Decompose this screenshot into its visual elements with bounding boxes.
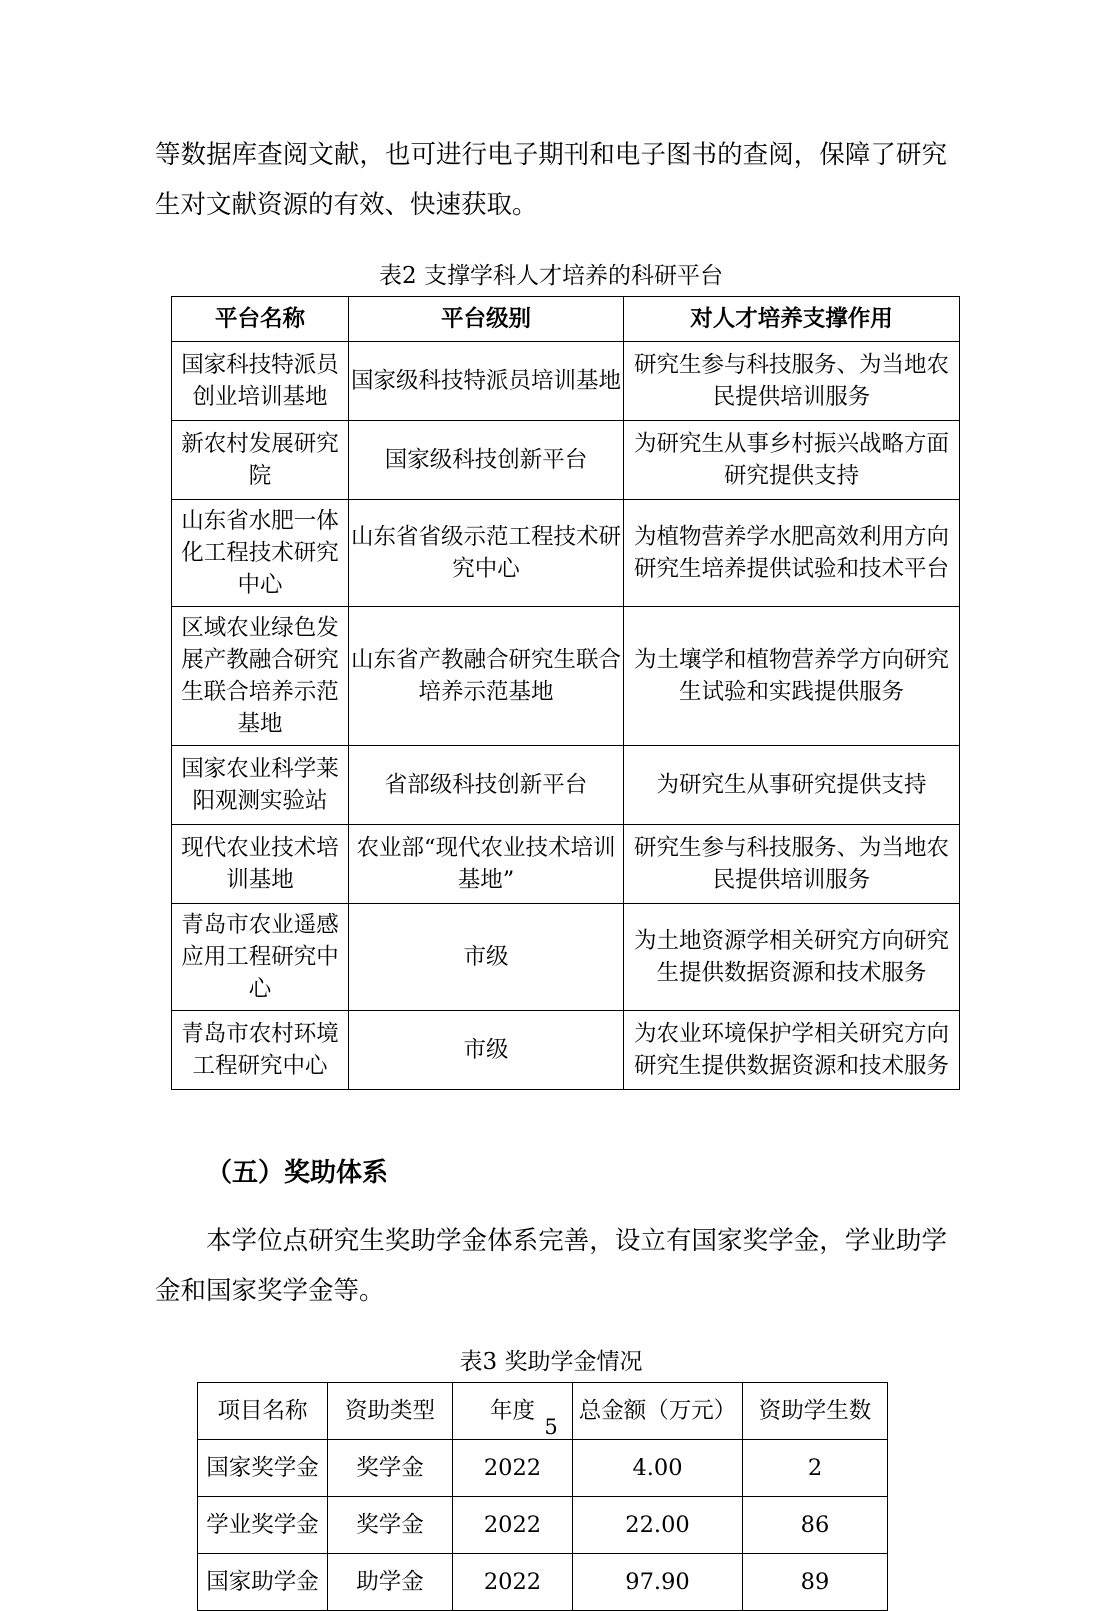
table2-cell: 山东省水肥一体化工程技术研究中心 bbox=[172, 500, 349, 607]
table2-cell: 国家农业科学莱阳观测实验站 bbox=[172, 746, 349, 825]
research-platform-table bbox=[171, 296, 960, 1090]
table3-cell: 2 bbox=[743, 1440, 888, 1497]
table2-cell: 为土壤学和植物营养学方向研究生试验和实践提供服务 bbox=[624, 607, 960, 746]
table3-cell: 2022 bbox=[453, 1440, 573, 1497]
table2-cell: 为土地资源学相关研究方向研究生提供数据资源和技术服务 bbox=[624, 904, 960, 1011]
table2-cell: 区域农业绿色发展产教融合研究生联合培养示范基地 bbox=[172, 607, 349, 746]
table2-cell: 农业部“现代农业技术培训基地” bbox=[349, 825, 624, 904]
table2-cell: 研究生参与科技服务、为当地农民提供培训服务 bbox=[624, 825, 960, 904]
table2-cell: 新农村发展研究院 bbox=[172, 421, 349, 500]
table2-cell: 市级 bbox=[349, 1011, 624, 1090]
table3-cell: 2022 bbox=[453, 1497, 573, 1554]
table3-header-cell: 年度 bbox=[453, 1383, 573, 1440]
spacer bbox=[155, 1090, 947, 1150]
table2-cell: 为植物营养学水肥高效利用方向研究生培养提供试验和技术平台 bbox=[624, 500, 960, 607]
table3-cell: 22.00 bbox=[573, 1497, 743, 1554]
table-row bbox=[172, 421, 960, 500]
table-row bbox=[172, 1011, 960, 1090]
table3-cell: 奖学金 bbox=[328, 1497, 453, 1554]
table-row bbox=[172, 904, 960, 1011]
table3-cell: 89 bbox=[743, 1554, 888, 1611]
table2-cell: 国家级科技特派员培训基地 bbox=[349, 342, 624, 421]
table3-cell: 86 bbox=[743, 1497, 888, 1554]
table2-caption: 表2 支撑学科人才培养的科研平台 bbox=[379, 263, 723, 289]
table2-cell: 省部级科技创新平台 bbox=[349, 746, 624, 825]
table2-cell: 青岛市农业遥感应用工程研究中心 bbox=[172, 904, 349, 1011]
table2-cell: 国家级科技创新平台 bbox=[349, 421, 624, 500]
spacer bbox=[155, 1196, 947, 1216]
table3-cell: 4.00 bbox=[573, 1440, 743, 1497]
table3-cell: 学业奖学金 bbox=[198, 1497, 328, 1554]
table2-cell: 山东省产教融合研究生联合培养示范基地 bbox=[349, 607, 624, 746]
table3-header-cell: 项目名称 bbox=[198, 1383, 328, 1440]
table-row bbox=[172, 607, 960, 746]
table3-cell: 助学金 bbox=[328, 1554, 453, 1611]
table-row bbox=[172, 825, 960, 904]
table-row bbox=[172, 746, 960, 825]
table3-cell: 97.90 bbox=[573, 1554, 743, 1611]
spacer bbox=[155, 230, 947, 256]
table2-cell: 市级 bbox=[349, 904, 624, 1011]
table2-cell: 山东省省级示范工程技术研究中心 bbox=[349, 500, 624, 607]
table3-header-cell: 总金额（万元） bbox=[573, 1383, 743, 1440]
table-row bbox=[172, 342, 960, 421]
table2-cell: 国家科技特派员创业培训基地 bbox=[172, 342, 349, 421]
table-row bbox=[172, 500, 960, 607]
table3-cell: 奖学金 bbox=[328, 1440, 453, 1497]
table3-header-cell: 资助类型 bbox=[328, 1383, 453, 1440]
paragraph-intro: 等数据库查阅文献，也可进行电子期刊和电子图书的查阅，保障了研究生对文献资源的有效、快速获取。 bbox=[155, 140, 947, 220]
table2-cell: 研究生参与科技服务、为当地农民提供培训服务 bbox=[624, 342, 960, 421]
table3-caption: 表3 奖助学金情况 bbox=[459, 1349, 643, 1375]
table3-cell: 国家助学金 bbox=[198, 1554, 328, 1611]
table2-cell: 为农业环境保护学相关研究方向研究生提供数据资源和技术服务 bbox=[624, 1011, 960, 1090]
table-row bbox=[198, 1554, 888, 1611]
table-row bbox=[198, 1497, 888, 1554]
table2-cell: 现代农业技术培训基地 bbox=[172, 825, 349, 904]
table3-cell: 国家奖学金 bbox=[198, 1440, 328, 1497]
table2-cell: 青岛市农村环境工程研究中心 bbox=[172, 1011, 349, 1090]
table3-cell: 2022 bbox=[453, 1554, 573, 1611]
section-heading: （五）奖助体系 bbox=[206, 1158, 389, 1188]
table-header-row bbox=[172, 297, 960, 342]
paragraph-scholarship: 本学位点研究生奖助学金体系完善，设立有国家奖学金，学业助学金和国家奖学金等。 bbox=[155, 1226, 947, 1306]
page-number: 5 bbox=[544, 1415, 558, 1439]
table-row bbox=[198, 1440, 888, 1497]
table3-header-cell: 资助学生数 bbox=[743, 1383, 888, 1440]
spacer bbox=[155, 1316, 947, 1342]
table2-cell: 为研究生从事研究提供支持 bbox=[624, 746, 960, 825]
table2-header-cell: 平台名称 bbox=[172, 297, 349, 342]
table2-header-cell: 平台级别 bbox=[349, 297, 624, 342]
table2-cell: 为研究生从事乡村振兴战略方面研究提供支持 bbox=[624, 421, 960, 500]
table2-header-cell: 对人才培养支撑作用 bbox=[624, 297, 960, 342]
